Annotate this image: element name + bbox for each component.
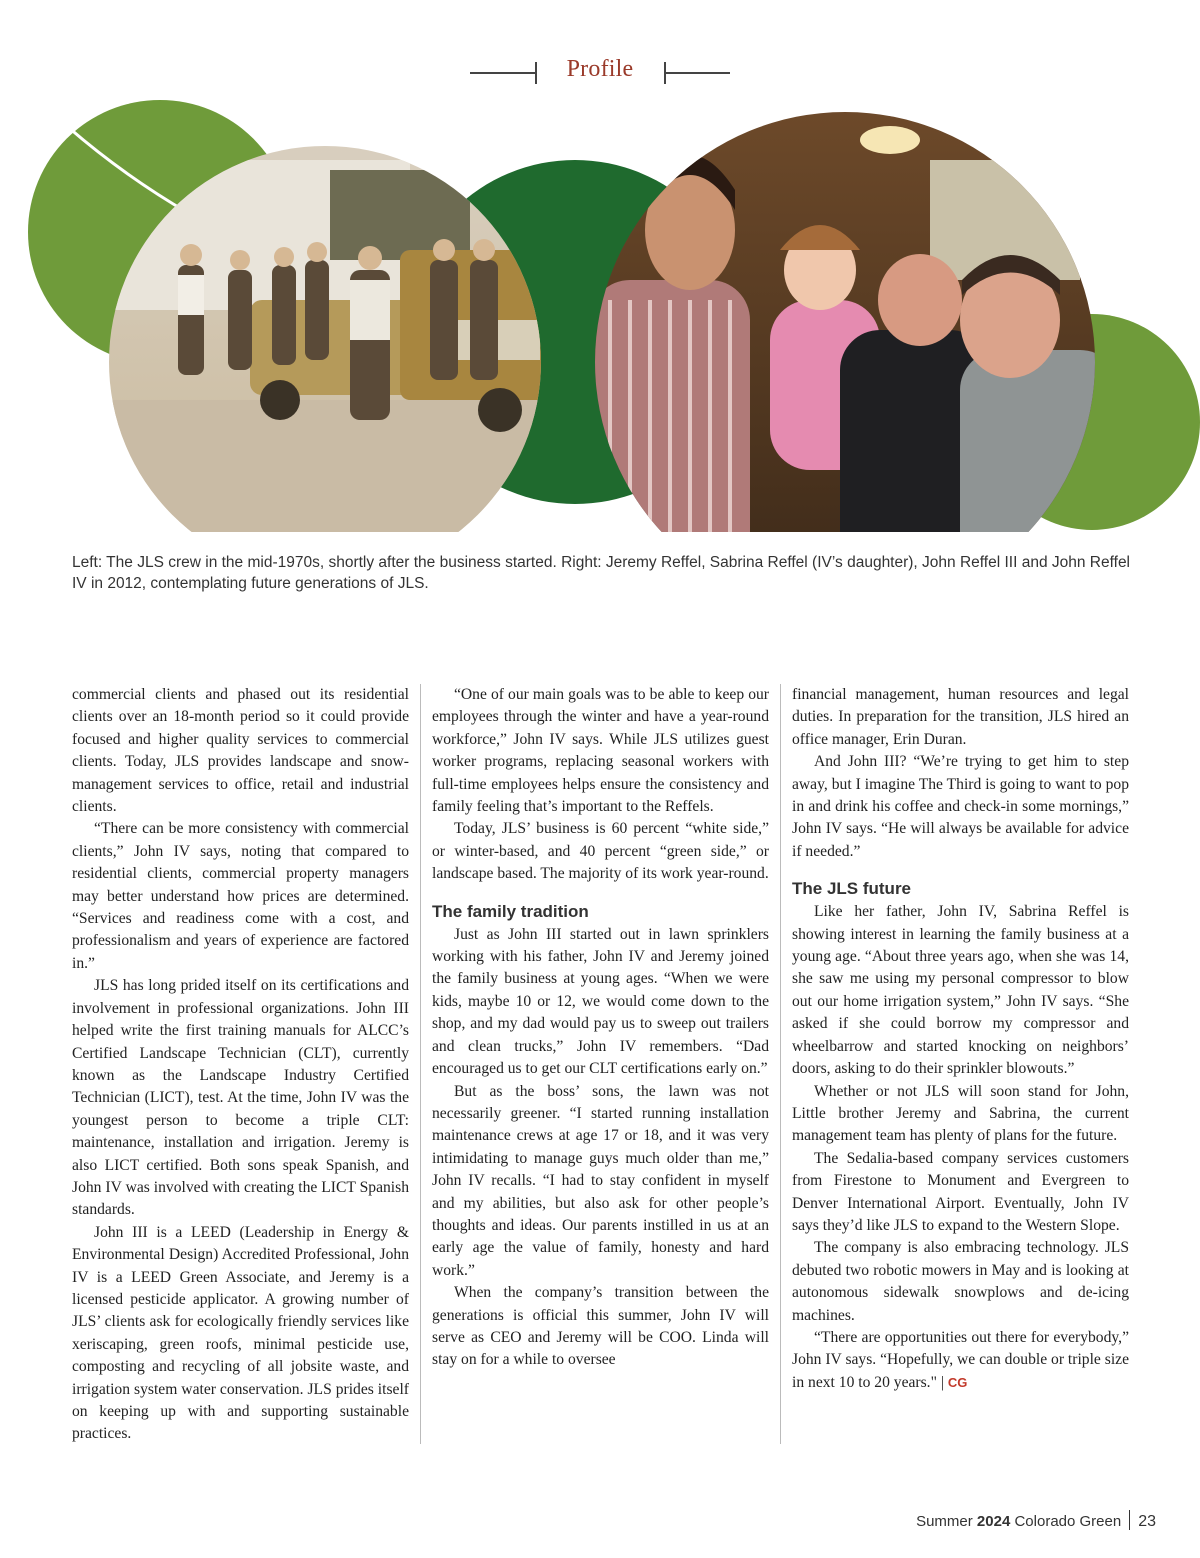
paragraph: Just as John III started out in lawn sprinklers working with his father, John IV and Jeremy joined the family business at young ages. “When we were kids, maybe 10 or 12, we would come down to the shop, and my dad would pay us to sweep out trailers and clean trucks,” John IV remembers. “Dad encouraged us to get our CLT certifications early on.” [432,925,769,1078]
column-divider [420,684,421,1444]
header-tick-left [535,62,537,84]
article-body [72,684,1130,1444]
paragraph: Whether or not JLS will soon stand for John, Little brother Jeremy and Sabrina, the current management team has plenty of plans for the future. [792,1082,1129,1145]
paragraph: John III is a LEED (Leadership in Energy & Environmental Design) Accredited Professional, John IV is a LEED Green Associate, and Jeremy is a licensed pesticide applicator. A growing number of JLS’ clients ask for ecologically friendly services like xeriscaping, green roofs, minimal pesticide use, composting and recycling of all jobsite waste, and irrigation system water conservation. JLS prides itself on keeping up with and supporting sustainable practices. [72,1223,409,1443]
section-label: Profile [566,56,634,82]
header-rule-right [664,72,730,74]
final-text: “There are opportunities out there for everybody,” John IV says. “Hopefully, we can double or triple size in next 10 to 20 years." | [792,1328,1129,1391]
paragraph: But as the boss’ sons, the lawn was not necessarily greener. “I started running installation maintenance crews at age 17 or 18, and it was very intimidating to manage guys much older than me,” John IV recalls. “I had to stay confident in myself and my abilities, but also ask for other people’s thoughts and ideas. Our parents instilled in us at an early age the value of family, honesty and hard work.” [432,1082,769,1279]
footer-magazine: Colorado Green [1014,1513,1122,1530]
subheading-family-tradition: The family tradition [432,901,589,921]
paragraph: commercial clients and phased out its residential clients over an 18-month period so it could provide focused and higher quality services to commercial clients. Today, JLS provides landscape and snow-management services to office, retail and industrial clients. [72,686,409,816]
paragraph: Like her father, John IV, Sabrina Reffel is showing interest in learning the family business at a young age. “About three years ago, when she was 14, she saw me using my personal compressor to blow out our home irrigation system,” John IV says. “She asked if she could borrow my compressor and wheelbarrow and started knocking on neighbors’ doors, asking to do their sprinkler blowouts.” [792,903,1129,1078]
subheading-jls-future: The JLS future [792,879,912,899]
footer-separator [1129,1510,1130,1530]
page-footer [916,1510,1156,1534]
paragraph: Today, JLS’ business is 60 percent “white side,” or winter-based, and 40 percent “green side,” or landscape based. The majority of its work year-round. [432,820,769,883]
footer-year: 2024 [976,1513,1011,1530]
paragraph: The Sedalia-based company services customers from Firestone to Monument and Evergreen to Denver International Airport. Eventually, John IV says they’d like JLS to expand to the Western Slope. [792,1149,1129,1234]
photo-caption: Left: The JLS crew in the mid-1970s, shortly after the business started. Right: Jeremy Reffel, Sabrina Reffel (IV’s daughter), John Reffel III and John Reffel IV in 2012, contemplating future generations of JLS. [72,554,1131,592]
section-header [0,56,1200,88]
photo-reffel-family-2012 [580,100,1120,540]
article-column-2 [432,684,769,1372]
article-column-1 [72,684,409,1446]
paragraph-final [792,1327,1129,1394]
paragraph: financial management, human resources and legal duties. In preparation for the transition, JLS hired an office manager, Erin Duran. [792,686,1129,748]
article-column-3 [792,684,1129,1394]
page-number: 23 [1138,1513,1156,1530]
paragraph: “There can be more consistency with commercial clients,” John IV says, noting that compared to residential clients, commercial property managers may better understand how prices are determined. “Services and readiness come with a cost, and professionalism and years of experience are factored in.” [72,820,409,972]
header-rule-left [470,72,536,74]
paragraph: And John III? “We’re trying to get him to step away, but I imagine The Third is going to want to pop in and drink his coffee and check-in some mornings,” John IV says. “He will always be available for advice if needed.” [792,753,1129,860]
column-divider [780,684,781,1444]
paragraph: The company is also embracing technology. JLS debuted two robotic mowers in May and is looking at autonomous sidewalk snowplows and de-icing machines. [792,1239,1129,1324]
paragraph: “One of our main goals was to be able to keep our employees through the winter and have a year-round workforce,” John IV says. While JLS utilizes guest worker programs, replacing seasonal workers with full-time employees helps ensure the consistency and family feeling that’s important to the Reffels. [432,686,769,816]
footer-season: Summer [916,1513,973,1530]
paragraph: When the company’s transition between the generations is official this summer, John IV will serve as CEO and Jeremy will be COO. Linda will stay on for a while to oversee [432,1284,769,1369]
end-mark: CG [947,1374,968,1390]
paragraph: JLS has long prided itself on its certifications and involvement in professional organizations. John III helped write the first training manuals for ALCC’s Certified Landscape Technician (CLT), currently known as the Landscape Industry Certified Technician (LICT), test. At the time, John IV was the youngest person to become a triple CLT: maintenance, installation and irrigation. Jeremy is also LICT certified. Both sons speak Spanish, and John IV was involved with creating the LICT Spanish standards. [72,977,409,1219]
hero-photo-collage [0,100,1200,540]
